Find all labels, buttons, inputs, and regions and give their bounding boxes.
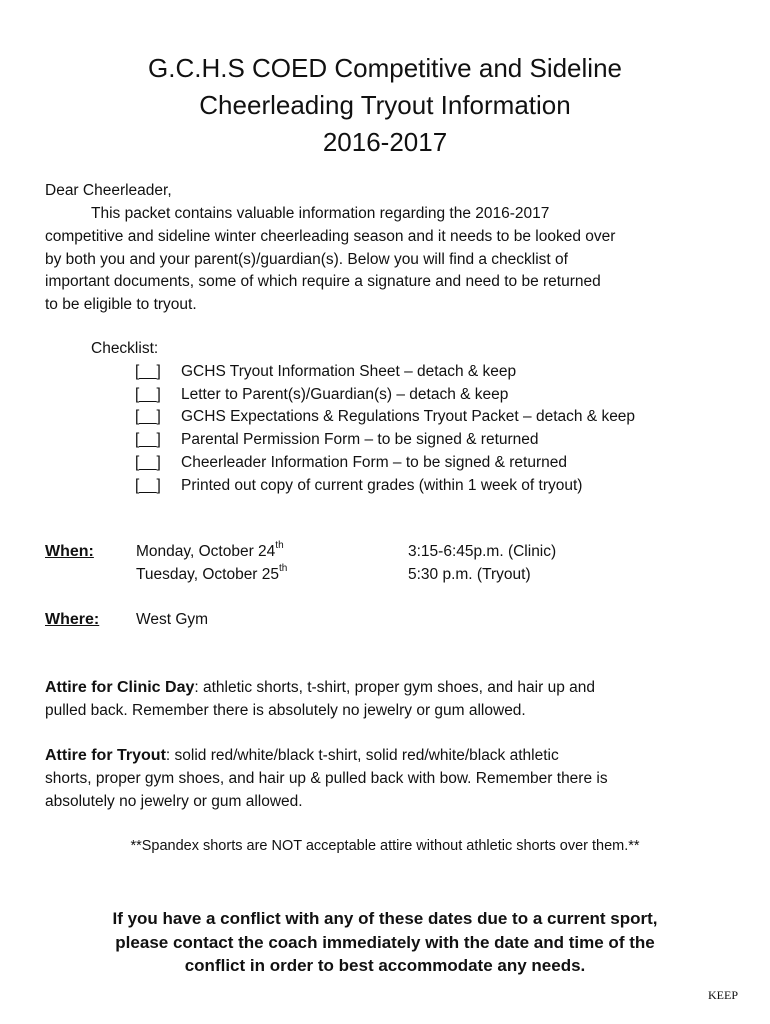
day2-date: Tuesday, October 25th [136,562,288,583]
checkbox-blank: [__] [135,362,161,380]
attire-clinic-paragraph [45,677,735,723]
where-value: West Gym [136,611,209,628]
conflict-notice [0,907,770,978]
intro-line: competitive and sideline winter cheerleading season and it needs to be looked over [45,227,616,245]
checklist-item-label: GCHS Expectations & Regulations Tryout Packet – detach & keep [181,408,636,426]
checkbox-blank: [__] [135,385,161,403]
checklist-item-label: Cheerleader Information Form – to be signed & returned [181,453,567,471]
intro-line: important documents, some of which require a signature and need to be returned [45,273,601,291]
checklist-item-label: Parental Permission Form – to be signed & returned [181,431,539,449]
intro-paragraph [45,203,735,317]
checkbox-blank: [__] [135,476,161,494]
intro-line: by both you and your parent(s)/guardian(s). Below you will find a checklist of [45,250,568,268]
checklist-item [91,361,635,384]
checklist-item-label: GCHS Tryout Information Sheet – detach & keep [181,362,517,380]
intro-line: This packet contains valuable information regarding the 2016-2017 [91,205,550,222]
page-title [0,50,770,161]
title-line-2: Cheerleading Tryout Information [199,90,571,120]
checkbox-blank: [__] [135,453,161,471]
conflict-line: If you have a conflict with any of these dates due to a current sport, [112,909,658,928]
checklist-heading: Checklist: [91,340,159,357]
checkbox-blank: [__] [135,431,161,449]
attire-tryout-text: : solid red/white/black t-shirt, solid red/white/black athletic [165,747,559,764]
attire-tryout-text: shorts, proper gym shoes, and hair up & pulled back with bow. Remember there is [45,769,608,787]
spandex-note: **Spandex shorts are NOT acceptable attire without athletic shorts over them.** [130,838,640,854]
when-label: When: [45,543,94,560]
intro-line: to be eligible to tryout. [45,296,197,314]
checklist-item [91,452,635,475]
checklist-item [91,406,635,429]
attire-tryout-paragraph [45,745,735,813]
attire-clinic-text: pulled back. Remember there is absolutely no jewelry or gum allowed. [45,701,526,719]
checklist-item-label: Printed out copy of current grades (within 1 week of tryout) [181,476,583,494]
day1-time: 3:15-6:45p.m. (Clinic) [408,543,557,560]
title-line-1: G.C.H.S COED Competitive and Sideline [148,53,622,83]
checklist-item [91,475,635,498]
day1-date: Monday, October 24th [136,539,284,560]
checklist [91,338,635,498]
conflict-line: please contact the coach immediately with the date and time of the [115,932,655,952]
attire-tryout-text: absolutely no jewelry or gum allowed. [45,792,303,810]
footer-keep-tag: KEEP [708,988,738,1002]
conflict-line: conflict in order to best accommodate any needs. [184,956,586,975]
checklist-item-label: Letter to Parent(s)/Guardian(s) – detach & keep [181,385,509,403]
checkbox-blank: [__] [135,408,161,426]
day2-time: 5:30 p.m. (Tryout) [408,566,531,583]
title-line-3: 2016-2017 [322,127,448,157]
attire-tryout-label: Attire for Tryout [45,747,166,764]
attire-clinic-label: Attire for Clinic Day [45,679,195,696]
checklist-item [91,429,635,452]
checklist-item [91,384,635,407]
where-label: Where: [45,611,100,628]
greeting: Dear Cheerleader, [45,182,172,199]
attire-clinic-text: : athletic shorts, t-shirt, proper gym shoes, and hair up and [194,679,595,696]
